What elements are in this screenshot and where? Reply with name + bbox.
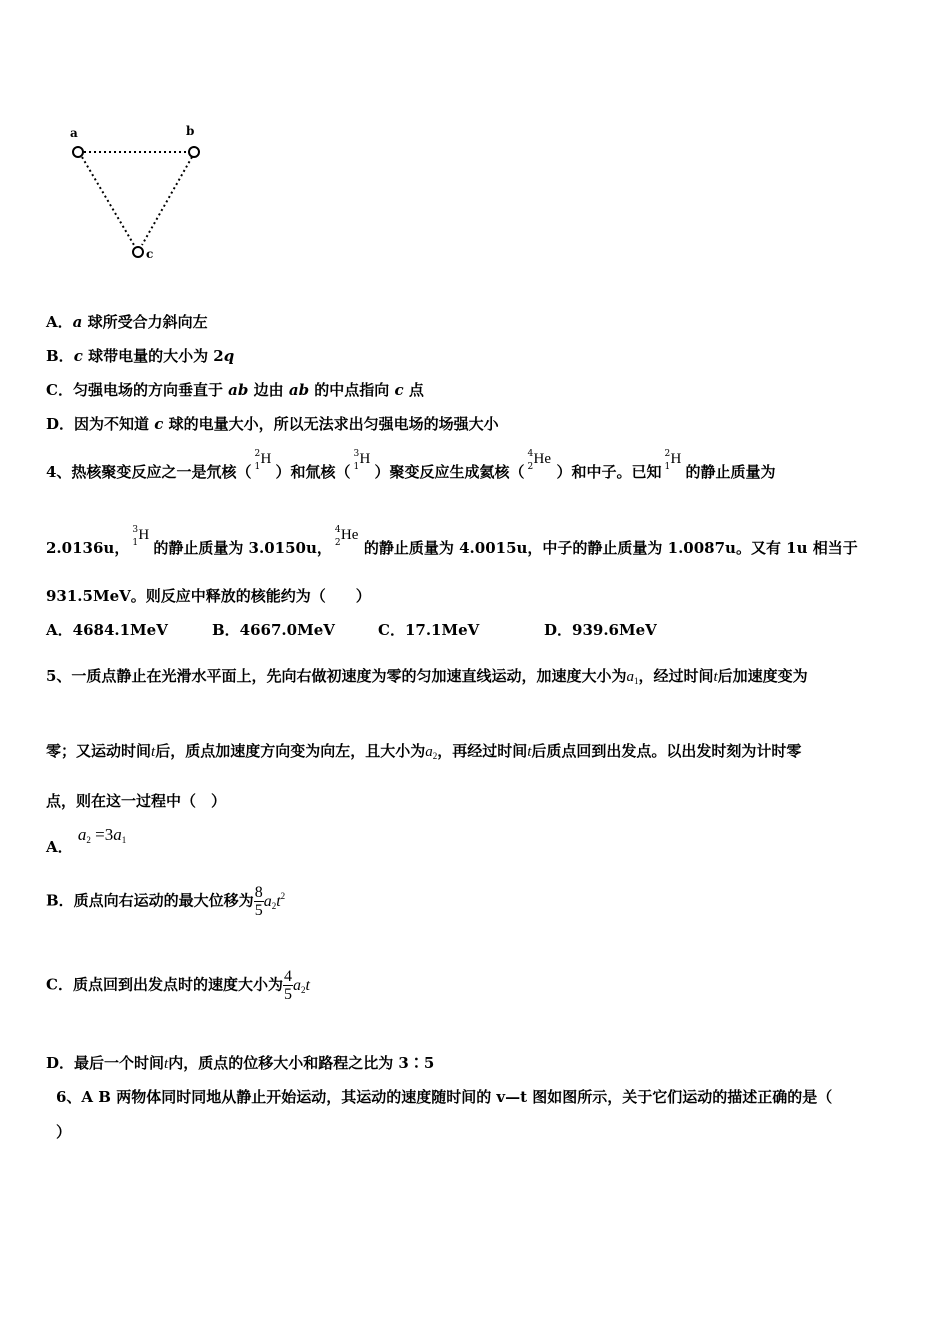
q5-line-2: 零；又运动时间t后，质点加速度方向变为向左，且大小为$a_2$，再经过时间t后质点回到出发点。以出发时刻为计时零: [46, 742, 802, 761]
t-symbol-2: t: [151, 744, 156, 760]
q6-line-2: ）: [56, 1123, 72, 1141]
a1-symbol: $a_1$: [626, 669, 639, 686]
ball-b: [189, 147, 199, 157]
a2-symbol: $a_2$: [425, 744, 438, 761]
label-b: b: [186, 124, 195, 138]
q5-option-b: B．质点向右运动的最大位移为 $\frac{8}{5}$ $a_2t^2$: [46, 884, 286, 919]
q3-option-d: D．因为不知道 c 球的电量大小，所以无法求出匀强电场的场强大小: [46, 415, 499, 433]
deuterium-symbol-2: 2 1 H: [664, 449, 682, 472]
label-a: a: [70, 126, 78, 140]
helium-symbol-2: 4 2 He: [334, 525, 359, 548]
q4-option-d: D．939.6MeV: [544, 621, 657, 639]
q3-option-c: C．匀强电场的方向垂直于 ab 边由 ab 的中点指向 c 点: [46, 381, 424, 399]
side-bc: [142, 157, 192, 245]
a2-eq-3a1: $a_2 =3a_1$: [77, 825, 127, 845]
side-ac: [82, 157, 134, 245]
q4-option-c: C．17.1MeV: [378, 621, 480, 639]
q4-line-1: 4、热核聚变反应之一是氘核（ 2 1 H ）和氚核（ 3 1 H ）聚变反应生成氦核（ 4 2 He ）和中子。已知 2 1 H 的静止质量为: [46, 449, 776, 481]
ball-c: [133, 247, 143, 257]
q5-option-a: A． $a_2 =3a_1$: [46, 825, 127, 856]
triangle-figure: [60, 115, 230, 270]
q4-option-a: A．4684.1MeV: [46, 621, 168, 639]
q5-option-c: C．质点回到出发点时的速度大小为 $\frac{4}{5}$ $a_2t$: [46, 968, 310, 1003]
q5-option-d: D．最后一个时间t内，质点的位移大小和路程之比为 3∶5: [46, 1054, 435, 1072]
deuterium-symbol: 2 1 H: [254, 449, 272, 472]
t-symbol: t: [713, 669, 718, 685]
q4-line-3: 931.5MeV。则反应中释放的核能约为（ ）: [46, 587, 371, 605]
fraction-4-5: $\frac{4}{5}$: [283, 968, 292, 1003]
q5-line-1: 5、一质点静止在光滑水平面上，先向右做初速度为零的匀加速直线运动，加速度大小为$a_1$，经过时间t后加速度变为: [46, 667, 808, 686]
tritium-symbol-2: 3 1 H: [132, 525, 150, 548]
q6-line-1: 6、A B 两物体同时同地从静止开始运动，其运动的速度随时间的 v—t 图如图所示，关于它们运动的描述正确的是（: [56, 1088, 833, 1106]
fraction-8-5: $\frac{8}{5}$: [254, 884, 263, 919]
q4-line-2: 2.0136u， 3 1 H 的静止质量为 3.0150u， 4 2 He 的静止质量为 4.0015u，中子的静止质量为 1.0087u。又有 1u 相当于: [46, 525, 858, 557]
q4-option-b: B．4667.0MeV: [212, 621, 335, 639]
q3-option-b: B．c 球带电量的大小为 2q: [46, 347, 235, 365]
helium-symbol: 4 2 He: [527, 449, 551, 472]
q4-options: [46, 619, 657, 640]
tritium-symbol: 3 1 H: [353, 449, 371, 472]
t-symbol-3: t: [527, 744, 532, 760]
q5-line-3: 点，则在这一过程中（ ）: [46, 792, 227, 810]
q3-option-a: A．a 球所受合力斜向左: [46, 313, 208, 331]
label-c: c: [146, 247, 154, 261]
ball-a: [73, 147, 83, 157]
